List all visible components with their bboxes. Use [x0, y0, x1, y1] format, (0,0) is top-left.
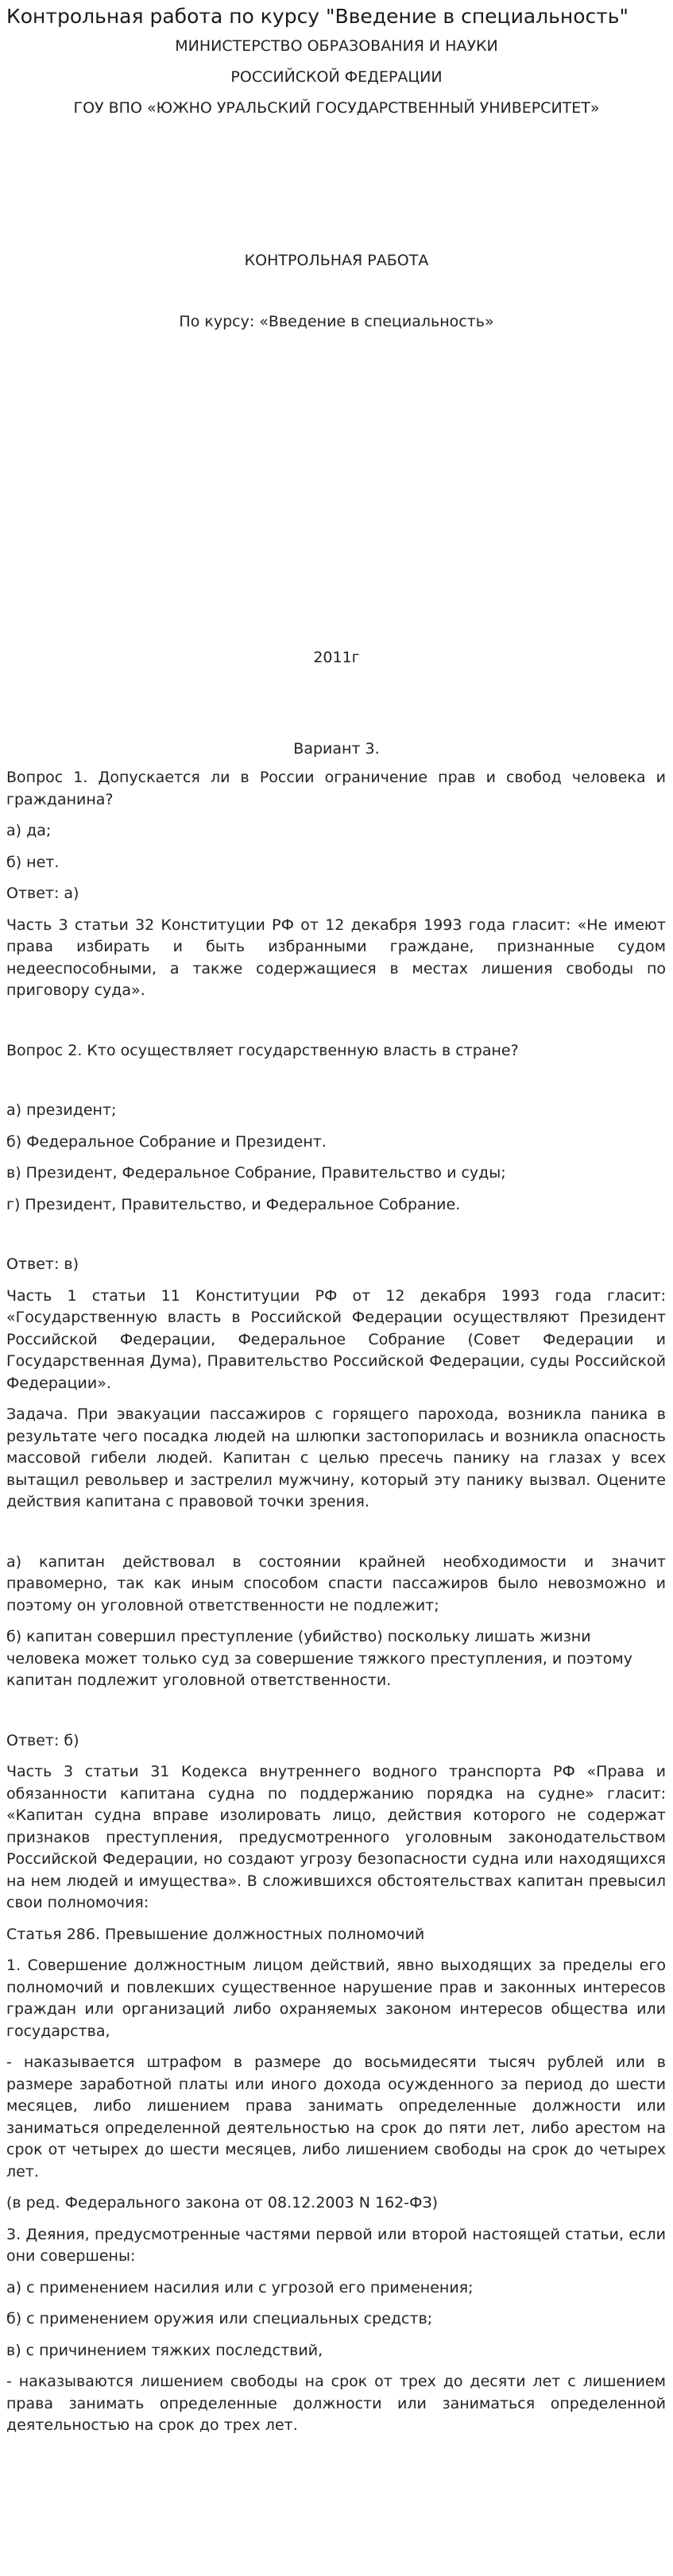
university-name: ГОУ ВПО «ЮЖНО УРАЛЬСКИЙ ГОСУДАРСТВЕННЫЙ УНИВЕРСИТЕТ»: [73, 99, 600, 117]
course-name: По курсу: «Введение в специальность»: [179, 313, 494, 330]
article-part-3: 3. Деяния, предусмотренные частями первой или второй настоящей статьи, если они совершены:: [6, 2225, 666, 2265]
task-option-a: а) капитан действовал в состоянии крайней необходимости и значит правомерно, так как иным способом спасти пассажиров было невозможно и поэтому он уголовной ответственности не подлежит;: [6, 1552, 666, 1614]
task-text: Задача. При эвакуации пассажиров с горящего парохода, возникла паника в результате чего посадка людей на шлюпки застопорилась и возникла опасность массовой гибели людей. Капитан с целью пресечь панику на глазах у всех вытащил револьвер и застрелил мужчину, который эту панику вызвал. Оцените действия капитана с правовой точки зрения.: [6, 1406, 666, 1510]
spacer: [6, 1071, 666, 1100]
page-title: Контрольная работа по курсу "Введение в специальность": [6, 5, 629, 28]
q1-option-b: б) нет.: [6, 853, 60, 871]
article-part-3-a: а) с применением насилия или с угрозой его применения;: [6, 2278, 474, 2296]
variant-heading: Вариант 3.: [293, 740, 380, 758]
q2-option-b: б) Федеральное Собрание и Президент.: [6, 1132, 327, 1151]
article-penalty-3: - наказываются лишением свободы на срок от трех до десяти лет с лишением права занимать определенные должности или заниматься определенной деятельностью на срок до трех лет.: [6, 2373, 666, 2434]
q2-explanation: Часть 1 статьи 11 Конституции РФ от 12 декабря 1993 года гласит: «Государственную власть в Российской Федерации осуществляют Президент Российской Федерации, Федеральное Собрание (Совет Федерации и Государственная Дума), Правительство Российской Федерации, суды Российской Федерации».: [6, 1286, 666, 1392]
q2-answer: Ответ: в): [6, 1255, 79, 1273]
year-label: 2011г: [313, 649, 360, 666]
q1-explanation: Часть 3 статьи 32 Конституции РФ от 12 декабря 1993 года гласит: «Не имеют права избирать и быть избранными граждане, признанные судом недееспособными, а также содержащиеся в местах лишения свободы по приговору суда».: [6, 916, 666, 999]
q2-option-d: г) Президент, Правительство, и Федеральное Собрание.: [6, 1195, 461, 1213]
ministry-line-2: РОССИЙСКОЙ ФЕДЕРАЦИИ: [230, 68, 443, 86]
task-answer: Ответ: б): [6, 1731, 79, 1749]
work-type-heading: КОНТРОЛЬНАЯ РАБОТА: [244, 252, 429, 269]
question-2: Вопрос 2. Кто осуществляет государственную власть в стране?: [6, 1041, 519, 1059]
ministry-line-1: МИНИСТЕРСТВО ОБРАЗОВАНИЯ И НАУКИ: [175, 37, 498, 55]
spacer: [6, 1012, 666, 1040]
article-part-1: 1. Совершение должностным лицом действий, явно выходящих за пределы его полномочий и повлекших существенное нарушение прав и законных интересов граждан или организаций либо охраняемых законом интересов общества или государства,: [6, 1957, 666, 2040]
article-edition-note: (в ред. Федерального закона от 08.12.2003 N 162-ФЗ): [6, 2194, 439, 2212]
article-part-3-c: в) с причинением тяжких последствий,: [6, 2341, 323, 2359]
spacer: [6, 1523, 666, 1552]
spacer: [6, 1225, 666, 1254]
q1-answer: Ответ: а): [6, 885, 79, 902]
article-title: Статья 286. Превышение должностных полномочий: [6, 1925, 425, 1943]
article-penalty-1: - наказывается штрафом в размере до восьмидесяти тысяч рублей или в размере заработной платы или иного дохода осужденного за период до шести месяцев, либо лишением права занимать определенные должности или заниматься определенной деятельностью на срок до пяти лет, либо арестом на срок от четырех до шести месяцев, либо лишением свободы на срок до четырех лет.: [6, 2053, 666, 2181]
article-part-3-b: б) с применением оружия или специальных средств;: [6, 2310, 433, 2327]
q1-option-a: а) да;: [6, 822, 52, 839]
q2-option-c: в) Президент, Федеральное Собрание, Правительство и суды;: [6, 1164, 506, 1182]
q2-option-a: а) президент;: [6, 1101, 117, 1119]
task-option-b: б) капитан совершил преступление (убийство) поскольку лишать жизни человека может только суд за совершение тяжкого преступления, и поэтому капитан подлежит уголовной ответственности.: [6, 1628, 632, 1689]
spacer: [6, 1702, 666, 1730]
question-1: Вопрос 1. Допускается ли в России ограничение прав и свобод человека и гражданина?: [6, 769, 666, 808]
document-body: [6, 767, 666, 2447]
task-explanation: Часть 3 статьи 31 Кодекса внутреннего водного транспорта РФ «Права и обязанности капитана судна по поддержанию порядка на судне» гласит: «Капитан судна вправе изолировать лицо, действия которого не содержат признаков преступления, предусмотренного уголовным законодательством Российской Федерации, но создают угрозу безопасности судна или находящихся на нем людей и имущества». В сложившихся обстоятельствах капитан превысил свои полномочия:: [6, 1763, 666, 1911]
